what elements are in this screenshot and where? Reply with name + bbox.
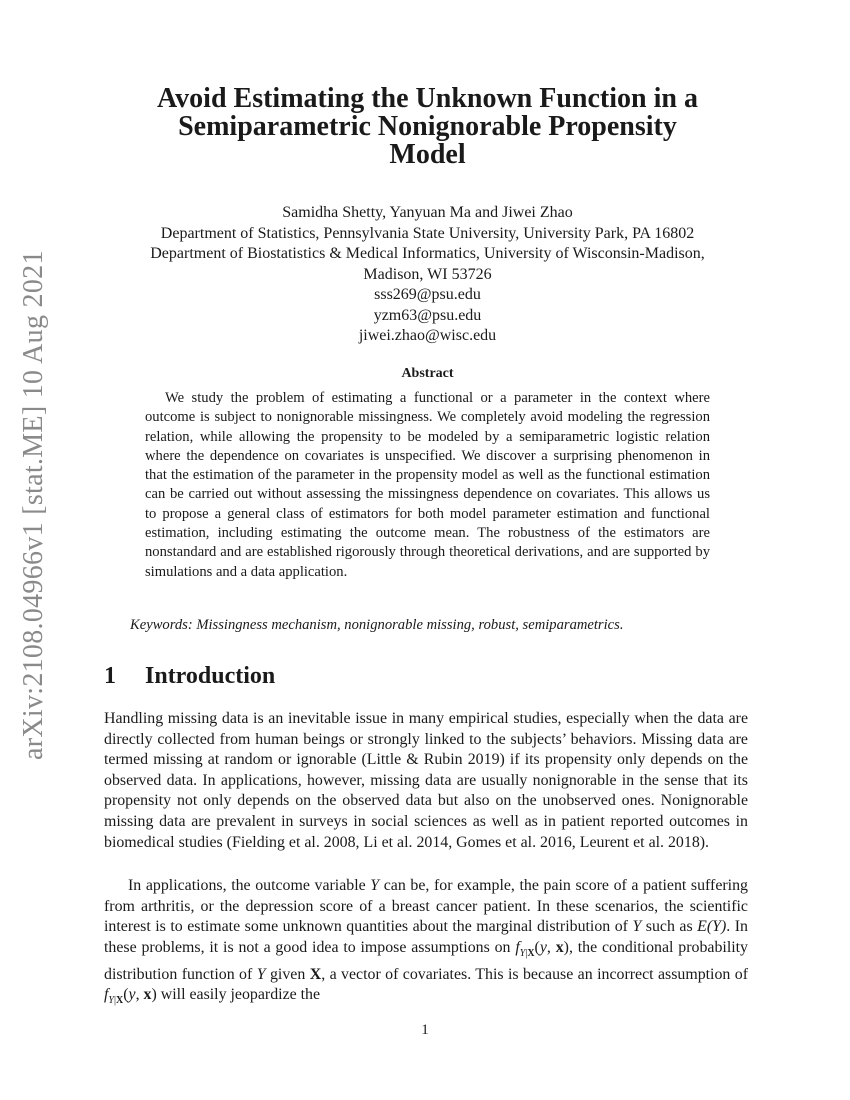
body-paragraph: In applications, the outcome variable Y can be, for example, the pain score of a patient suffering from arthritis, or the depression score of a breast cancer patient. In these scenarios, the scientific interest is to estimate some unknown quantities about the marginal distribution of Y such as E(Y). In these problems, it is not a good idea to impose assumptions on $f_{Y|X}(y$, x), the conditional probability distribution function of Y given X, a vector of covariates. This is because an incorrect assumption of $f_{Y|X}(y$, x) will easily jeopardize the (104, 877, 749, 1007)
author-email: sss269@psu.edu (374, 286, 481, 303)
title-line: Model (389, 139, 466, 170)
abstract-text: We study the problem of estimating a functional or a parameter in the context where outcome is subject to nonignorable missingness. We completely avoid modeling the regression relation, while allowing the propensity to be modeled by a semiparametric logistic relation where the dependence on covariates is unspecified. We discover a surprising phenomenon in that the estimation of the parameter in the propensity model as well as the functional estimation can be carried out without assessing the missingness dependence on covariates. This allows us to propose a general class of estimators for both model parameter estimation and functional estimation, including estimating the outcome mean. The robustness of the estimators are nonstandard and are established rigorously through theoretical derivations, and are supported by simulations and a data application. (145, 390, 710, 580)
abstract-heading: Abstract (401, 366, 454, 381)
keywords: Keywords: Missingness mechanism, nonignorable missing, robust, semiparametrics. (130, 617, 624, 633)
arxiv-identifier-stamp: arXiv:2108.04966v1 [stat.ME] 10 Aug 2021 (18, 250, 49, 760)
author-names: Samidha Shetty, Yanyuan Ma and Jiwei Zhao (282, 204, 573, 221)
affiliation-line: Madison, WI 53726 (363, 265, 492, 283)
paper-title (95, 85, 760, 169)
affiliation-line: Department of Biostatistics & Medical Informatics, University of Wisconsin-Madison, (150, 245, 705, 262)
section-number: 1 (104, 663, 116, 689)
author-email: jiwei.zhao@wisc.edu (358, 327, 497, 344)
body-paragraph: Handling missing data is an inevitable issue in many empirical studies, especially when the data are directly collected from human beings or strongly linked to the subjects’ behaviors. Missing data are termed missing at random or ignorable (Little & Rubin 2019) if its propensity only depends on the observed data. In applications, however, missing data are usually nonignorable in the sense that its propensity not only depends on the observed data but also on the unobserved ones. Nonignorable missing data are prevalent in surveys in social sciences as well as in patient reported outcomes in biomedical studies (Fielding et al. 2008, Li et al. 2014, Gomes et al. 2016, Leurent et al. 2018). (104, 710, 748, 851)
page-number: 1 (421, 1022, 429, 1038)
title-line: Semiparametric Nonignorable Propensity (178, 111, 677, 142)
title-line: Avoid Estimating the Unknown Function in a (157, 83, 698, 114)
author-block (110, 203, 745, 347)
affiliation-line: Department of Statistics, Pennsylvania State University, University Park, PA 16802 (160, 224, 695, 242)
author-email: yzm63@psu.edu (373, 306, 482, 324)
section-heading (104, 663, 275, 690)
section-title: Introduction (145, 663, 276, 689)
